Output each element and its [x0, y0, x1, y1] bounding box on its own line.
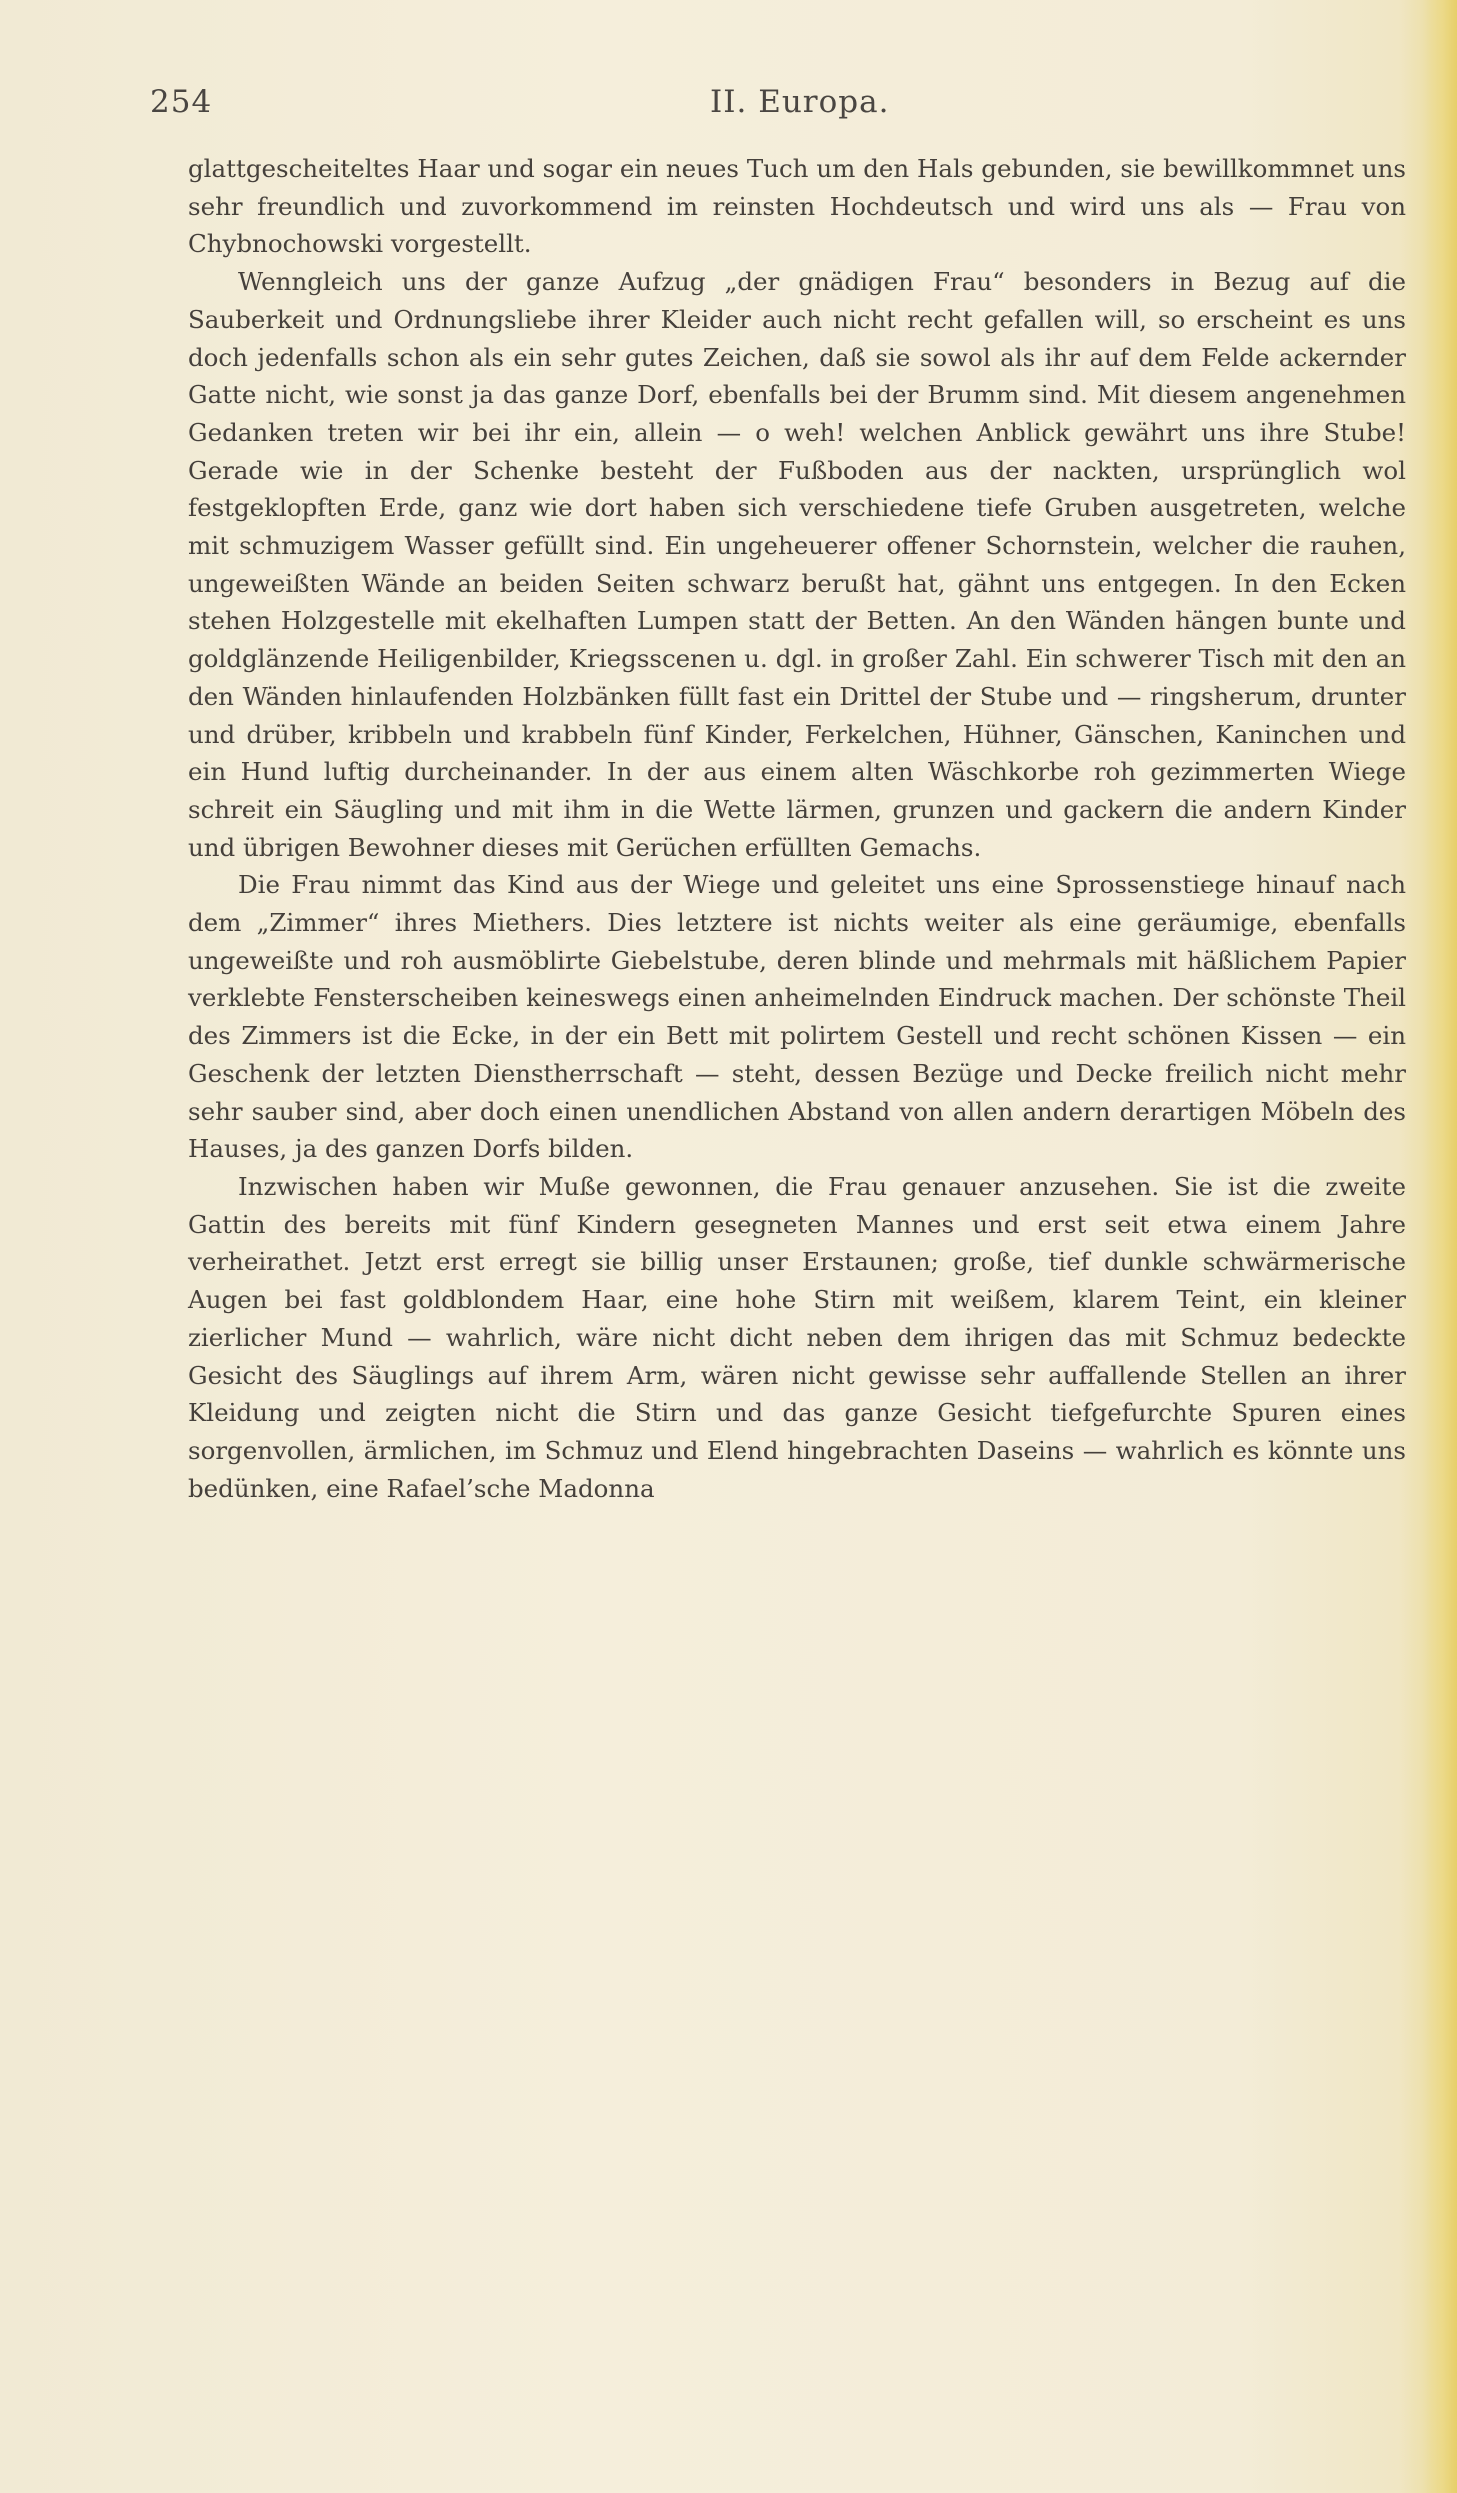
page-header [150, 84, 1390, 134]
page-edge-discoloration [1423, 0, 1457, 2493]
running-head: II. Europa. [710, 84, 890, 120]
paragraph: Die Frau nimmt das Kind aus der Wiege und geleitet uns eine Sprossenstiege hinauf nach dem „Zimmer“ ihres Miethers. Dies letztere ist nichts weiter als eine geräumige, ebenfalls ungeweißte und roh ausmöblirte Giebelstube, deren blinde und mehrmals mit häßlichem Papier verklebte Fensterscheiben keineswegs einen anheimelnden Eindruck machen. Der schönste Theil des Zimmers ist die Ecke, in der ein Bett mit polirtem Gestell und recht schönen Kissen — ein Geschenk der letzten Dienstherrschaft — steht, dessen Bezüge und Decke freilich nicht mehr sehr sauber sind, aber doch einen unendlichen Abstand von allen andern derartigen Möbeln des Hauses, ja des ganzen Dorfs bilden. [188, 870, 1406, 1164]
body-text [188, 150, 1406, 1507]
page-number: 254 [150, 84, 213, 120]
paragraph: Inzwischen haben wir Muße gewonnen, die Frau genauer anzusehen. Sie ist die zweite Gattin des bereits mit fünf Kindern gesegneten Mannes und erst seit etwa einem Jahre verheirathet. Jetzt erst erregt sie billig unser Erstaunen; große, tief dunkle schwärmerische Augen bei fast goldblondem Haar, eine hohe Stirn mit weißem, klarem Teint, ein kleiner zierlicher Mund — wahrlich, wäre nicht dicht neben dem ihrigen das mit Schmuz bedeckte Gesicht des Säuglings auf ihrem Arm, wären nicht gewisse sehr auffallende Stellen an ihrer Kleidung und zeigten nicht die Stirn und das ganze Gesicht tiefgefurchte Spuren eines sorgenvollen, ärmlichen, im Schmuz und Elend hingebrachten Daseins — wahrlich es könnte uns bedünken, eine Rafael’sche Madonna [188, 1171, 1406, 1503]
paragraph: Wenngleich uns der ganze Aufzug „der gnädigen Frau“ besonders in Bezug auf die Sauberkeit und Ordnungsliebe ihrer Kleider auch nicht recht gefallen will, so erscheint es uns doch jedenfalls schon als ein sehr gutes Zeichen, daß sie sowol als ihr auf dem Felde ackernder Gatte nicht, wie sonst ja das ganze Dorf, ebenfalls bei der Brumm sind. Mit diesem angenehmen Gedanken treten wir bei ihr ein, allein — o weh! welchen Anblick gewährt uns ihre Stube! Gerade wie in der Schenke besteht der Fußboden aus der nackten, ursprünglich wol festgeklopften Erde, ganz wie dort haben sich verschiedene tiefe Gruben ausgetreten, welche mit schmuzigem Wasser gefüllt sind. Ein ungeheuerer offener Schornstein, welcher die rauhen, ungeweißten Wände an beiden Seiten schwarz berußt hat, gähnt uns entgegen. In den Ecken stehen Holzgestelle mit ekelhaften Lumpen statt der Betten. An den Wänden hängen bunte und goldglänzende Heiligenbilder, Kriegsscenen u. dgl. in großer Zahl. Ein schwerer Tisch mit den an den Wänden hinlaufenden Holzbänken füllt fast ein Drittel der Stube und — ringsherum, drunter und drüber, kribbeln und krabbeln fünf Kinder, Ferkelchen, Hühner, Gänschen, Kaninchen und ein Hund luftig durcheinander. In der aus einem alten Wäschkorbe roh gezimmerten Wiege schreit ein Säugling und mit ihm in die Wette lärmen, grunzen und gackern die andern Kinder und übrigen Bewohner dieses mit Gerüchen erfüllten Gemachs. [188, 267, 1406, 862]
paragraph: glattgescheiteltes Haar und sogar ein neues Tuch um den Hals gebunden, sie bewillkommnet uns sehr freundlich und zuvorkommend im reinsten Hochdeutsch und wird uns als — Frau von Chybnochowski vorgestellt. [188, 154, 1406, 259]
